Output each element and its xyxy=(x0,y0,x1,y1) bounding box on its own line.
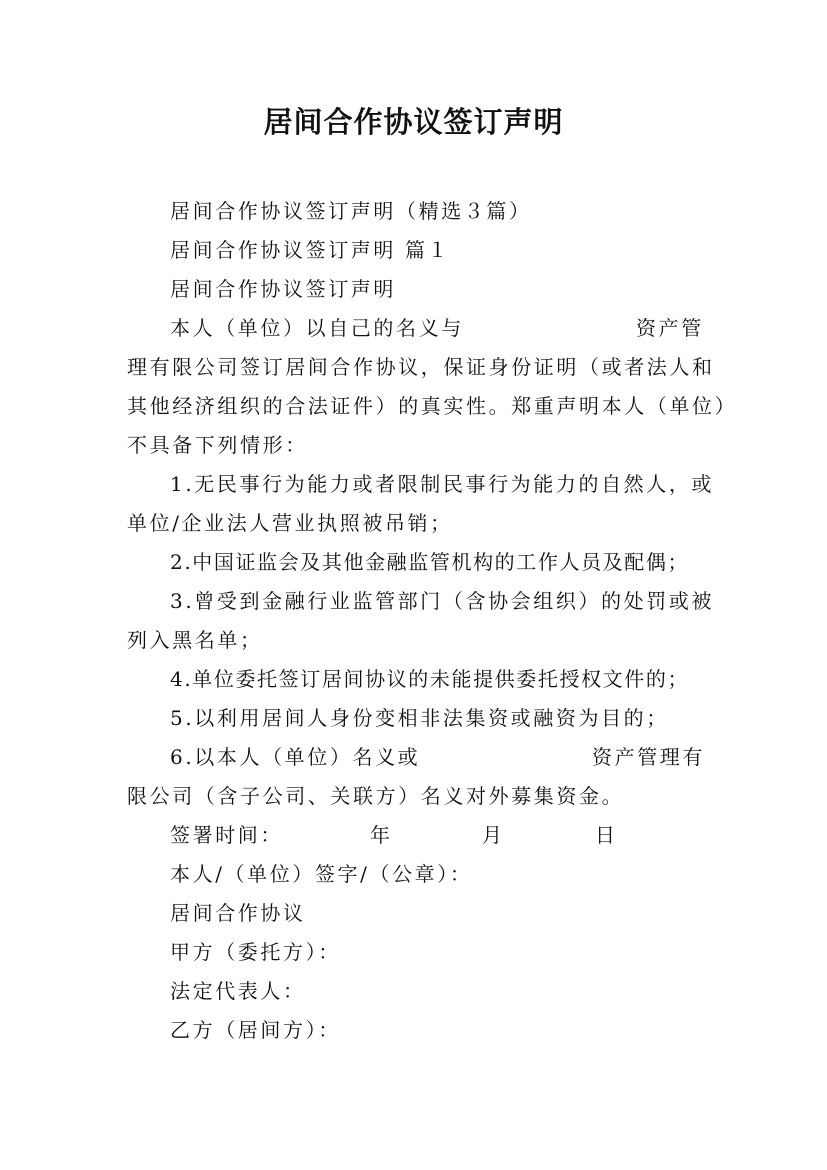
list-item xyxy=(170,744,705,770)
document-title: 居间合作协议签订声明 xyxy=(263,105,564,139)
paragraph-line: 理有限公司签订居间合作协议，保证身份证明（或者法人和 xyxy=(127,355,715,379)
list-item: 4.单位委托签订居间协议的未能提供委托授权文件的； xyxy=(170,667,690,691)
day-label: 日 xyxy=(595,823,618,847)
party-b-line: 乙方（居间方）： xyxy=(170,1018,341,1042)
section-heading: 居间合作协议签订声明 篇１ xyxy=(170,238,451,262)
signing-date-line xyxy=(170,822,630,848)
agreement-heading: 居间合作协议 xyxy=(170,901,306,925)
signature-line: 本人/（单位）签字/（公章）： xyxy=(170,862,473,886)
signing-date-label: 签署时间： xyxy=(170,823,283,847)
list-item-continuation: 限公司（含子公司、关联方）名义对外募集资金。 xyxy=(127,784,625,808)
month-label: 月 xyxy=(482,823,505,847)
list-item-continuation: 列入黑名单； xyxy=(127,628,263,652)
subtitle-line: 居间合作协议签订声明（精选３篇） xyxy=(170,199,532,223)
list-item: 2.中国证监会及其他金融监管机构的工作人员及配偶； xyxy=(170,550,690,574)
text-segment: 资产管理有 xyxy=(592,745,705,769)
paragraph-line xyxy=(170,315,702,341)
list-item: 5.以利用居间人身份变相非法集资或融资为目的； xyxy=(170,706,669,730)
paragraph-line: 其他经济组织的合法证件）的真实性。郑重声明本人（单位） xyxy=(127,394,738,418)
text-segment: 6.以本人（单位）名义或 xyxy=(170,745,421,769)
text-segment: 资产管 xyxy=(636,316,704,340)
list-item: 1.无民事行为能力或者限制民事行为能力的自然人，或 xyxy=(170,472,715,496)
list-item-continuation: 单位/企业法人营业执照被吊销； xyxy=(127,511,453,535)
declaration-heading: 居间合作协议签订声明 xyxy=(170,277,396,301)
list-item: 3.曾受到金融行业监管部门（含协会组织）的处罚或被 xyxy=(170,589,715,613)
year-label: 年 xyxy=(370,823,393,847)
paragraph-line: 不具备下列情形： xyxy=(127,433,308,457)
legal-representative-line: 法定代表人： xyxy=(170,979,306,1003)
party-a-line: 甲方（委托方）： xyxy=(170,940,341,964)
text-segment: 本人（单位）以自己的名义与 xyxy=(170,316,464,340)
